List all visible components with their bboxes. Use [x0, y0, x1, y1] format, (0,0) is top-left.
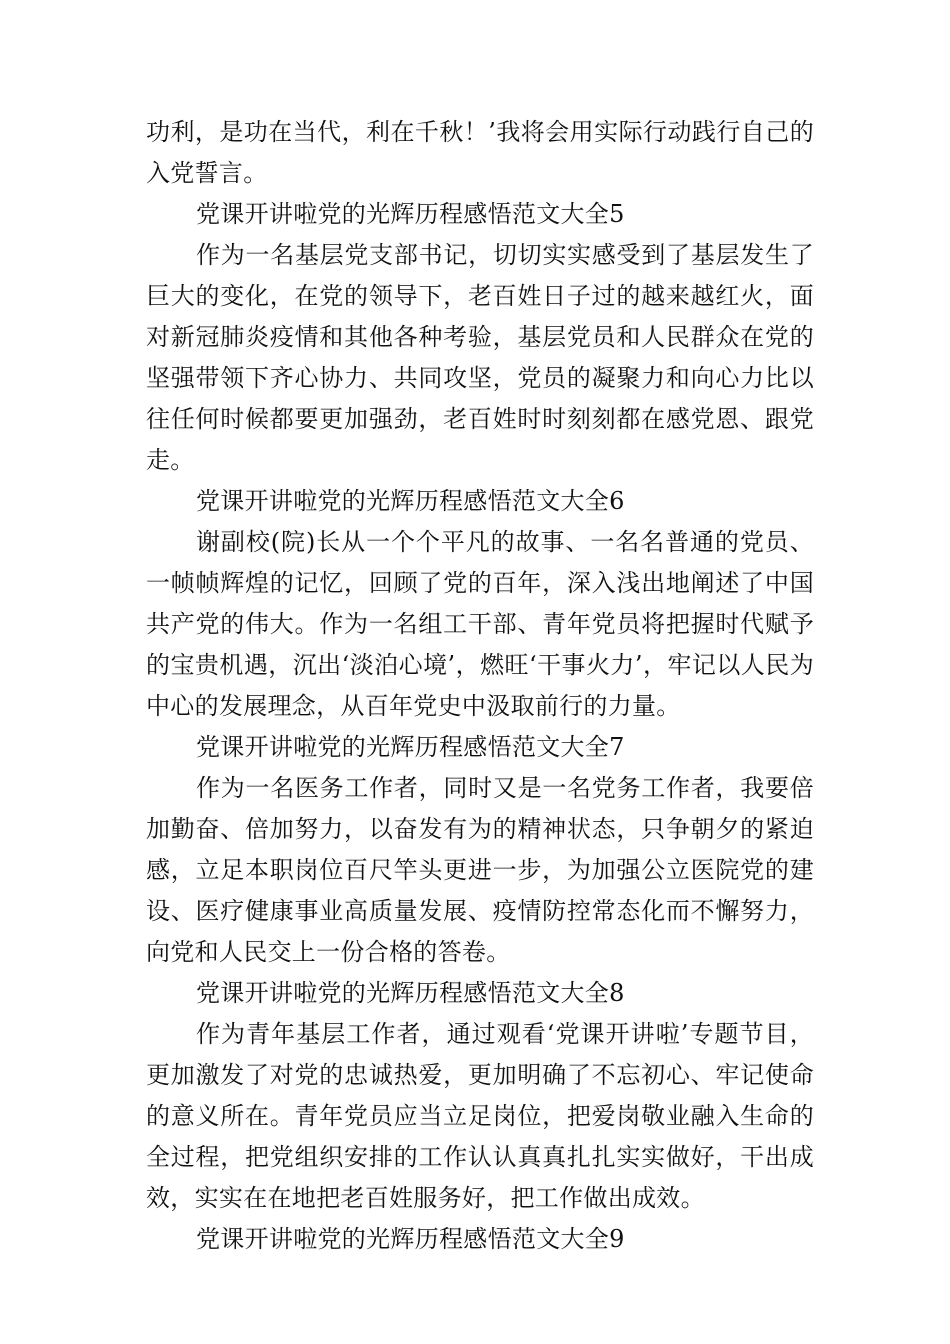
section-heading-6: 党课开讲啦党的光辉历程感悟范文大全6 — [196, 487, 625, 515]
document-body — [146, 112, 814, 1260]
paragraph-7: 作为一名医务工作者，同时又是一名党务工作者，我要倍加勤奋、倍加努力，以奋发有为的精神状态，只争朝夕的紧迫感，立足本职岗位百尺竿头更进一步，为加强公立医院党的建设、医疗健康事业高质量发展、疫情防控常态化而不懈努力，向党和人民交上一份合格的答卷。 — [146, 774, 814, 966]
section-heading-7: 党课开讲啦党的光辉历程感悟范文大全7 — [196, 733, 625, 761]
paragraph-8: 作为青年基层工作者，通过观看‘党课开讲啦’专题节目，更加激发了对党的忠诚热爱，更加明确了不忘初心、牢记使命的意义所在。青年党员应当立足岗位，把爱岗敬业融入生命的全过程，把党组织安排的工作认认真真扎扎实实做好，干出成效，实实在在地把老百姓服务好，把工作做出成效。 — [146, 1020, 814, 1212]
paragraph-continuation: 功利，是功在当代，利在千秋！’我将会用实际行动践行自己的入党誓言。 — [146, 118, 814, 187]
section-heading-8: 党课开讲啦党的光辉历程感悟范文大全8 — [196, 979, 625, 1007]
section-heading-5: 党课开讲啦党的光辉历程感悟范文大全5 — [196, 200, 625, 228]
paragraph-6: 谢副校(院)长从一个个平凡的故事、一名名普通的党员、一帧帧辉煌的记忆，回顾了党的百年，深入浅出地阐述了中国共产党的伟大。作为一名组工干部、青年党员将把握时代赋予的宝贵机遇，沉出‘淡泊心境’，燃旺‘干事火力’，牢记以人民为中心的发展理念，从百年党史中汲取前行的力量。 — [146, 528, 814, 720]
section-heading-9: 党课开讲啦党的光辉历程感悟范文大全9 — [196, 1225, 625, 1253]
paragraph-5: 作为一名基层党支部书记，切切实实感受到了基层发生了巨大的变化，在党的领导下，老百姓日子过的越来越红火，面对新冠肺炎疫情和其他各种考验，基层党员和人民群众在党的坚强带领下齐心协力、共同攻坚，党员的凝聚力和向心力比以往任何时候都要更加强劲，老百姓时时刻刻都在感党恩、跟党走。 — [146, 241, 814, 474]
